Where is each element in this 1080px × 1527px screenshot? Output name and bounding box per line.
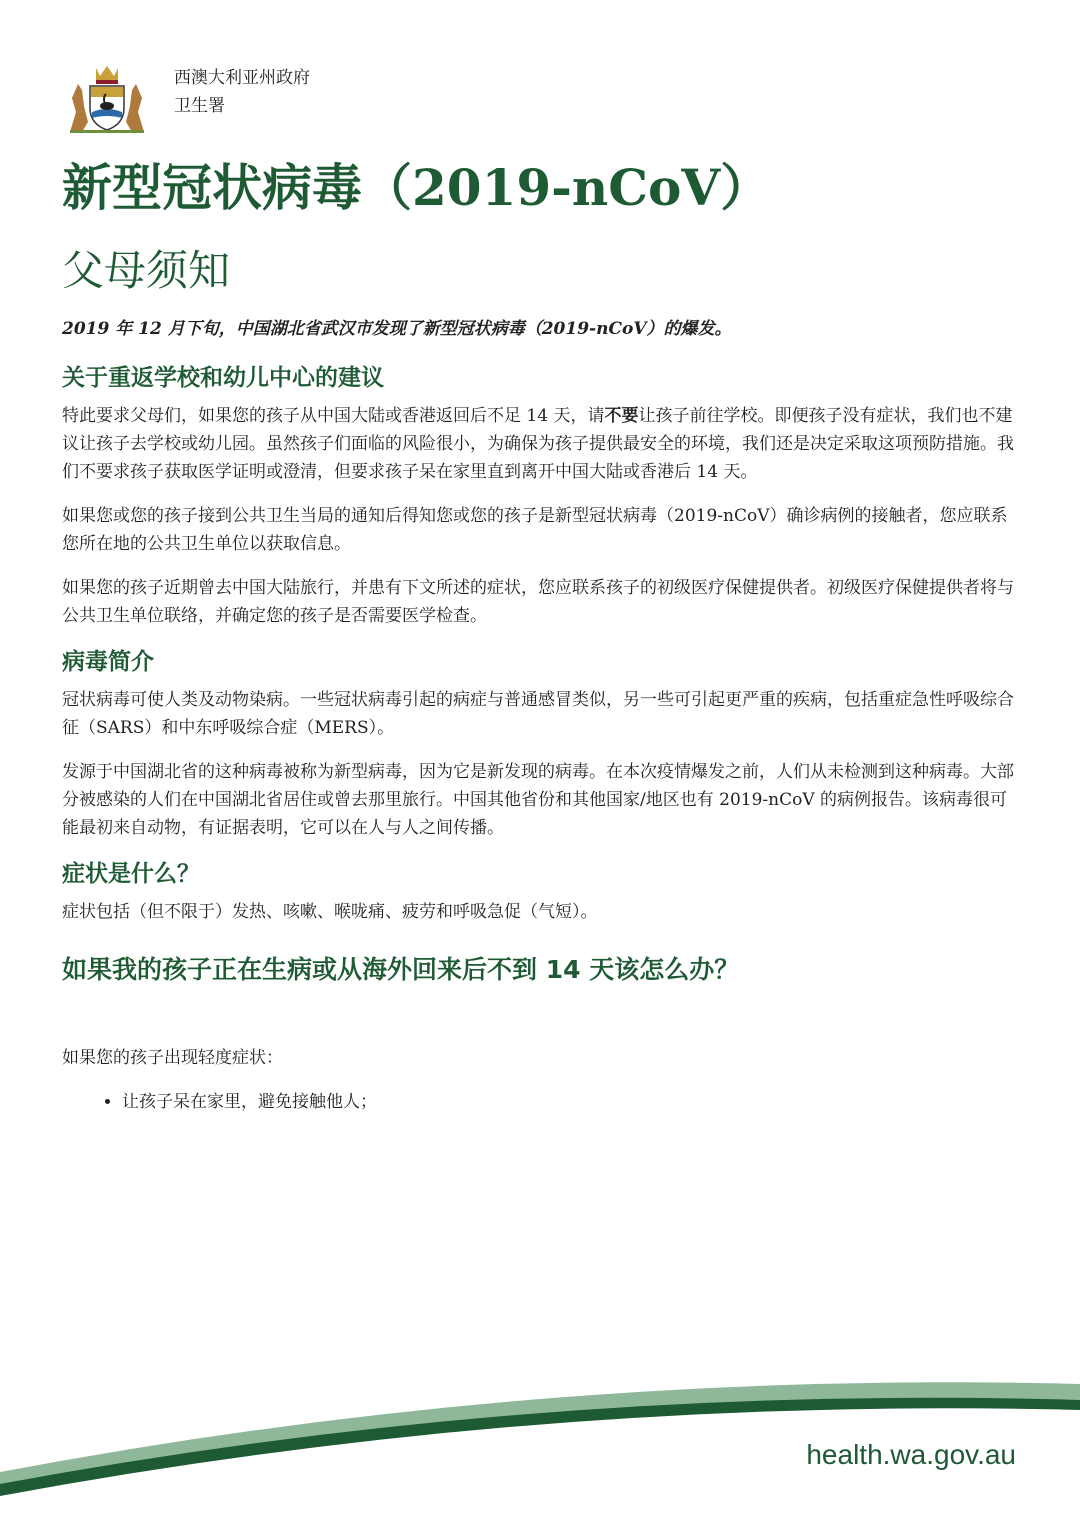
coat-of-arms-icon <box>62 62 152 134</box>
page-subtitle: 父母须知 <box>62 246 231 295</box>
page-title: 新型冠状病毒（2019-nCoV） <box>62 158 771 217</box>
section-heading-school: 关于重返学校和幼儿中心的建议 <box>62 365 384 391</box>
intro-statement: 2019 年 12 月下旬，中国湖北省武汉市发现了新型冠状病毒（2019-nCoV）的爆发。 <box>62 319 732 339</box>
org-line-1: 西澳大利亚州政府 <box>174 68 310 88</box>
school-p1-after: 让孩子前往学校。即便孩子没有症状，我们也不建议让孩子去学校或幼儿园。虽然孩子们面临的风险很小，为确保为孩子提供最安全的环境，我们还是决定采取这项预防措施。我们不要求孩子获取医学证明或澄清，但要求孩子呆在家里直到离开中国大陆或香港后 14 天。 <box>62 406 1014 482</box>
school-paragraph-3: 如果您的孩子近期曾去中国大陆旅行，并患有下文所述的症状，您应联系孩子的初级医疗保健提供者。初级医疗保健提供者将与公共卫生单位联络，并确定您的孩子是否需要医学检查。 <box>62 578 1014 626</box>
document-body <box>62 314 1014 1116</box>
section-heading-sick-child: 如果我的孩子正在生病或从海外回来后不到 14 天该怎么办？ <box>62 955 740 984</box>
section-heading-symptoms: 症状是什么？ <box>62 861 200 887</box>
virus-paragraph-2: 发源于中国湖北省的这种病毒被称为新型病毒，因为它是新发现的病毒。在本次疫情爆发之前，人们从未检测到这种病毒。大部分被感染的人们在中国湖北省居住或曾去那里旅行。中国其他省份和其他国家/地区也有 2019-nCoV 的病例报告。该病毒很可能最初来自动物，有证据表明，它可以在人与人之间传播。 <box>62 762 1014 838</box>
school-p1-before: 特此要求父母们，如果您的孩子从中国大陆或香港返回后不足 14 天，请 <box>62 406 605 426</box>
section-heading-virus: 病毒简介 <box>62 649 154 675</box>
symptoms-paragraph: 症状包括（但不限于）发热、咳嗽、喉咙痛、疲劳和呼吸急促（气短）。 <box>62 902 598 922</box>
footer-website-link[interactable]: health.wa.gov.au <box>806 1439 1016 1470</box>
school-p1-bold: 不要 <box>604 406 639 426</box>
org-line-2: 卫生署 <box>174 96 225 116</box>
virus-paragraph-1: 冠状病毒可使人类及动物染病。一些冠状病毒引起的病症与普通感冒类似，另一些可引起更严重的疾病，包括重症急性呼吸综合征（SARS）和中东呼吸综合症（MERS）。 <box>62 690 1014 738</box>
list-item: • 让孩子呆在家里，避免接触他人； <box>122 1088 1014 1116</box>
organization-name <box>174 64 310 120</box>
school-paragraph-1 <box>62 402 1014 486</box>
sick-child-paragraph: 如果您的孩子出现轻度症状： <box>62 1048 283 1068</box>
page-header <box>62 62 662 142</box>
advice-list <box>62 1088 1014 1116</box>
school-paragraph-2: 如果您或您的孩子接到公共卫生当局的通知后得知您或您的孩子是新型冠状病毒（2019-nCoV）确诊病例的接触者，您应联系您所在地的公共卫生单位以获取信息。 <box>62 506 1008 554</box>
